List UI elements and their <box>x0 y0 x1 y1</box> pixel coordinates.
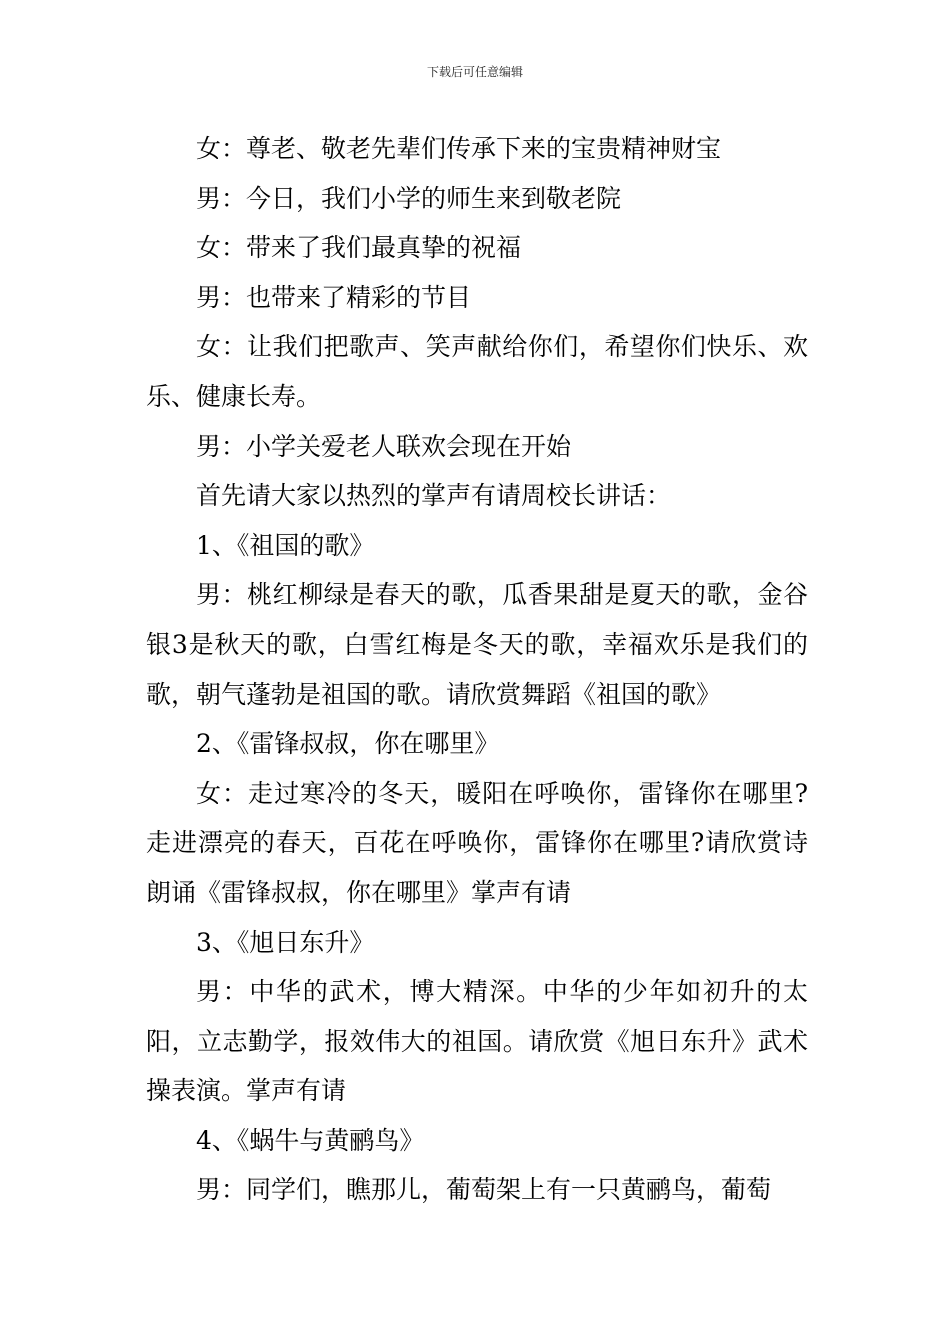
document-body <box>146 124 808 1215</box>
paragraph-dialogue-2: 男：今日，我们小学的师生来到敬老院 <box>196 183 622 213</box>
program-item-intro-3: 男：中华的武术，博大精深。中华的少年如初升的太阳，立志勤学，报效伟大的祖国。请欣赏《旭日东升》武术操表演。掌声有请 <box>146 977 808 1106</box>
program-item-heading-3: 3、《旭日东升》 <box>196 927 375 957</box>
page-header: 下载后可任意编辑 <box>426 65 523 79</box>
program-item-heading-1: 1、《祖国的歌》 <box>196 530 375 560</box>
program-item-heading-2: 2、《雷锋叔叔，你在哪里》 <box>196 729 500 759</box>
paragraph-announcement: 首先请大家以热烈的掌声有请周校长讲话： <box>196 481 672 511</box>
paragraph-dialogue-1: 女：尊老、敬老先辈们传承下来的宝贵精神财宝 <box>196 134 722 163</box>
program-item-heading-4: 4、《蜗牛与黄鹂鸟》 <box>196 1125 425 1155</box>
program-item-intro-2: 女：走过寒冷的冬天，暖阳在呼唤你，雷锋你在哪里?走进漂亮的春天，百花在呼唤你，雷锋你在哪里?请欣赏诗朗诵《雷锋叔叔，你在哪里》掌声有请 <box>146 778 808 907</box>
program-item-intro-4: 男：同学们，瞧那儿，葡萄架上有一只黄鹂鸟，葡萄 <box>196 1175 772 1205</box>
paragraph-dialogue-4: 男：也带来了精彩的节目 <box>196 282 472 312</box>
program-item-intro-1: 男：桃红柳绿是春天的歌，瓜香果甜是夏天的歌，金谷银3是秋天的歌，白雪红梅是冬天的歌，幸福欢乐是我们的歌，朝气蓬勃是祖国的歌。请欣赏舞蹈《祖国的歌》 <box>146 580 808 709</box>
paragraph-dialogue-6: 男：小学关爱老人联欢会现在开始 <box>196 431 572 461</box>
paragraph-dialogue-5: 女：让我们把歌声、笑声献给你们，希望你们快乐、欢乐、健康长寿。 <box>146 332 808 411</box>
paragraph-dialogue-3: 女：带来了我们最真挚的祝福 <box>196 233 522 263</box>
